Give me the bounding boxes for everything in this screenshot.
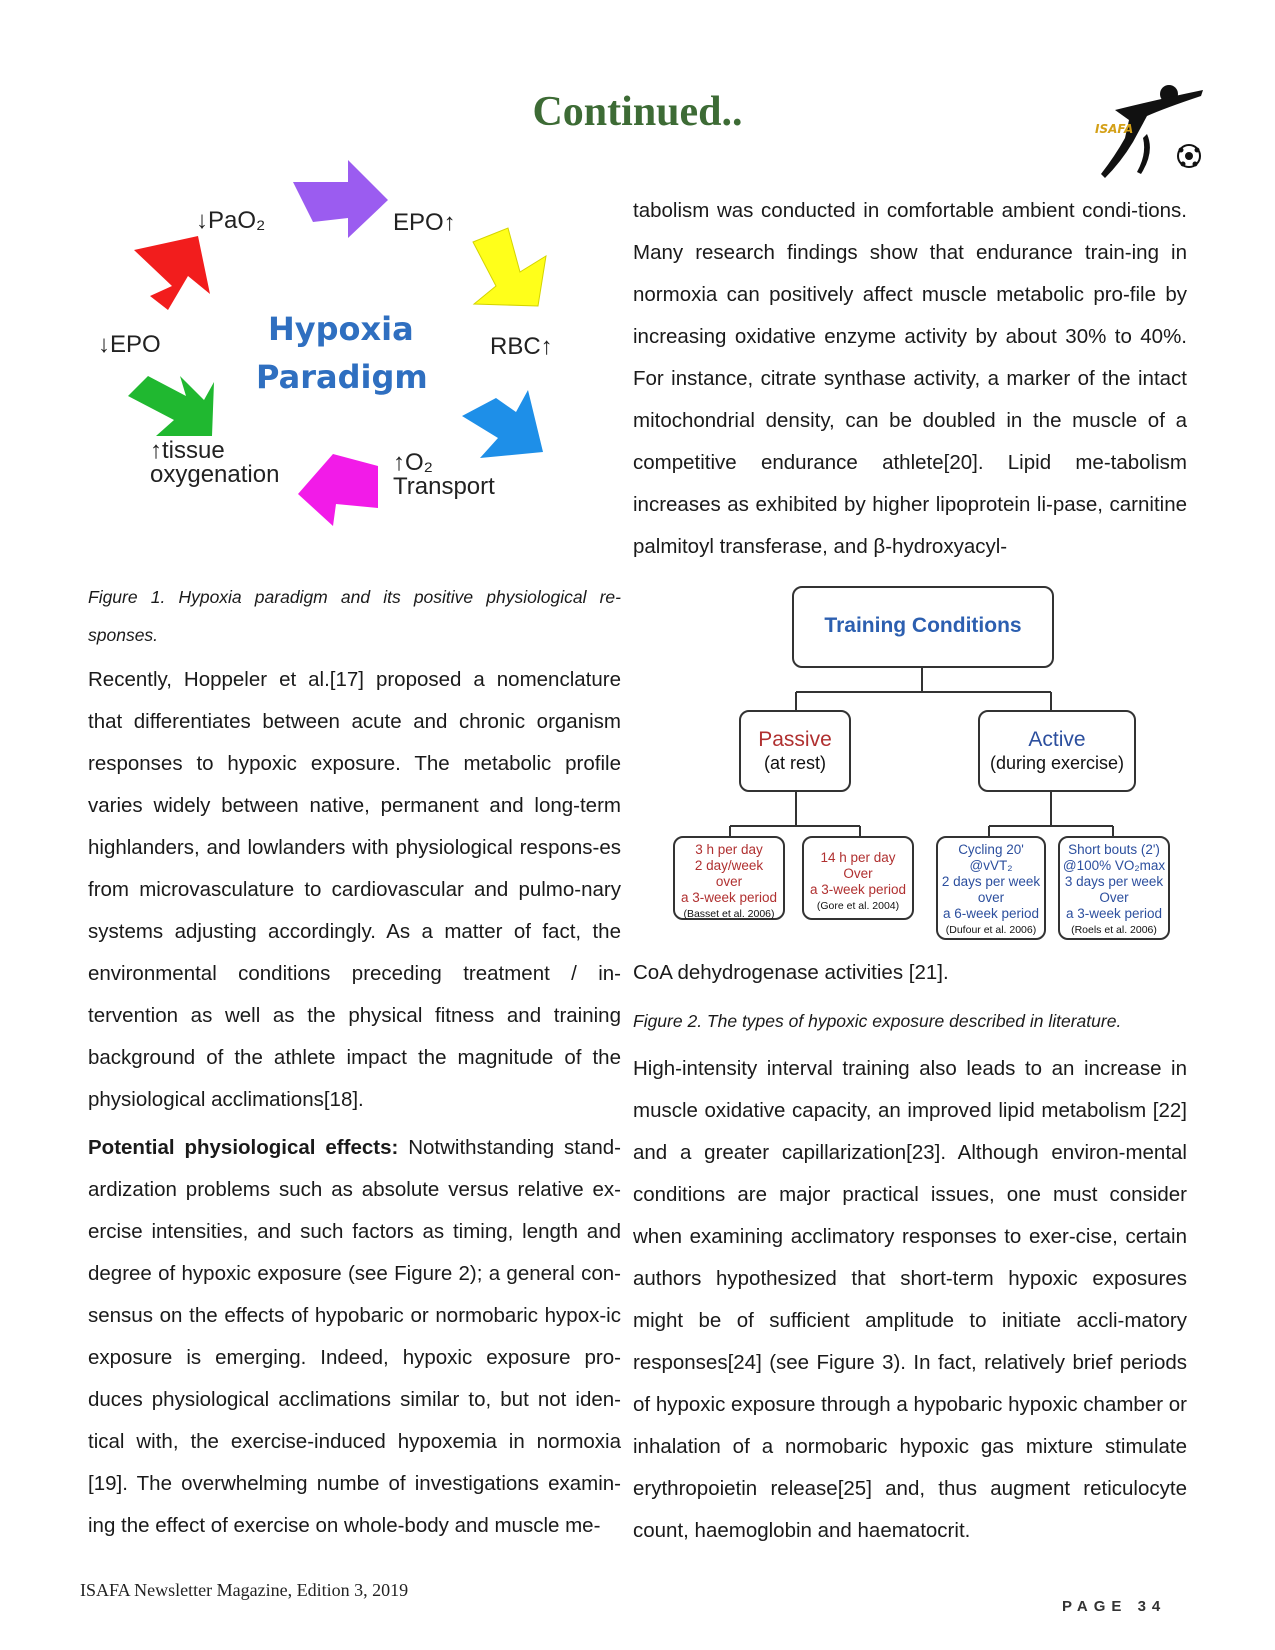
passive-title: Passive (758, 728, 832, 751)
leaf3-line5: a 6-week period (942, 906, 1040, 921)
page-number: PAGE 34 (1062, 1598, 1167, 1615)
footer-publication: ISAFA Newsletter Magazine, Edition 3, 2019 (80, 1580, 409, 1600)
epo-up-label: EPO↑ (393, 209, 456, 236)
active-title: Active (1028, 728, 1086, 751)
leaf-passive-1 (673, 836, 785, 920)
leaf4-line3: 3 days per week (1064, 874, 1164, 889)
section-heading: Potential physiological effects: (88, 1136, 399, 1159)
leaf4-line1: Short bouts (2') (1068, 842, 1160, 857)
passive-subtitle: (at rest) (763, 753, 826, 773)
leaf3-line1: Cycling 20' (958, 842, 1024, 857)
passive-node (739, 710, 851, 792)
blue-arrow (462, 390, 543, 458)
leaf4-line4: Over (1099, 890, 1129, 905)
leaf2-line3: a 3-week period (809, 882, 907, 897)
o2-transport-label-1: ↑O₂ (393, 449, 433, 476)
purple-arrow (293, 160, 388, 238)
leaf3-line3: 2 days per week (941, 874, 1041, 889)
paragraph-hoppeler: Recently, Hoppeler et al.[17] proposed a nomenclature that differentiates between acute and chronic organism responses to hypoxic exposure. The metabolic profile varies widely between native, permanent and long-term highlanders, and lowlanders with physiological respons-es from microvasculature to cardiovascular and pulmo-nary systems adjusting accordingly. As a matter of fact, the environmental conditions preceding treatment / in-tervention as well as the physical fitness and training background of the athlete impact the magnitude of the physiological acclimations[18]. (88, 668, 621, 1111)
green-arrow (128, 376, 214, 436)
right-column-continuation: CoA dehydrogenase activities [21]. (633, 961, 949, 984)
logo-text: ISAFA (1095, 122, 1134, 136)
leaf2-ref: (Gore et al. 2004) (816, 900, 900, 912)
right-column-bottom-text: High-intensity interval training also leads to an increase in muscle oxidative capacity, an improved lipid metabolism [22] and a greater capillarization[23]. Although environ-mental conditions are major practical issues, one must consider when examining acclimatory responses to exer-cise, certain authors hypothesized that short-term hypoxic exposures might be of sufficient amplitude to initiate accli-matory responses[24] (see Figure 3). In fact, relatively brief periods of hypoxic exposure through a hypobaric hypoxic chamber or inhalation of a normobaric hypoxic gas mixture stimulate erythropoietin release[25] and, thus augment reticulocyte count, haemoglobin and haematocrit. (633, 1057, 1187, 1542)
tissue-label-2: oxygenation (150, 461, 280, 488)
root-title: Training Conditions (824, 614, 1022, 637)
rbc-label: RBC↑ (490, 333, 553, 360)
leaf4-line2: @100% VO₂max (1062, 858, 1166, 873)
leaf4-ref: (Roels et al. 2006) (1071, 924, 1157, 936)
isafa-logo (1085, 82, 1205, 186)
leaf1-line2: 2 day/week (694, 858, 764, 873)
leaf1-line4: a 3-week period (680, 890, 778, 905)
magenta-arrow (298, 454, 378, 526)
tissue-label-1: ↑tissue (150, 437, 225, 464)
paragraph-physiological-effects (88, 1127, 621, 1547)
training-conditions-figure (665, 586, 1185, 956)
pao2-label: ↓PaO₂ (196, 207, 266, 234)
active-node (978, 710, 1136, 792)
leaf-passive-2 (802, 836, 914, 920)
leaf2-line1: 14 h per day (820, 850, 896, 865)
paradigm-center-label: Paradigm (256, 358, 428, 396)
leaf2-line2: Over (843, 866, 873, 881)
right-column-top-text: tabolism was conducted in comfortable ambient condi-tions. Many research findings show that endurance train-ing in normoxia can positively affect muscle metabolic pro-file by increasing oxidative enzyme activity by about 30% to 40%. For instance, citrate synthase activity, a marker of the intact mitochondrial density, can be doubled in the muscle of a competitive endurance athlete[20]. Lipid me-tabolism increases as exhibited by higher lipoprotein li-pase, carnitine palmitoyl transferase, and β-hydroxyacyl- (633, 199, 1187, 558)
o2-transport-label-2: Transport (393, 473, 495, 500)
leaf1-line3: over (715, 874, 743, 889)
page-title: Continued.. (532, 89, 743, 135)
leaf-active-1 (936, 836, 1046, 940)
leaf3-line2: @vVT₂ (969, 858, 1013, 873)
leaf3-line4: over (977, 890, 1005, 905)
section-body: Notwithstanding stand-ardization problems such as absolute versus relative ex-ercise intensities, and such factors as timing, length and degree of hypoxic exposure (see Figure 2); a general con-sensus on the effects of hypobaric or normobaric hypox-ic exposure is emerging. Indeed, hypoxic exposure pro-duces physiological acclimations similar to, but not iden-tical with, the exercise-induced hypoxemia in normoxia [19]. The overwhelming numbe of investigations examin-ing the effect of exercise on whole-body and muscle me- (88, 1136, 621, 1537)
leaf-active-2 (1058, 836, 1170, 940)
root-node (792, 586, 1054, 668)
figure2-caption: Figure 2. The types of hypoxic exposure described in literature. (633, 1011, 1122, 1031)
hypoxia-center-label: Hypoxia (268, 310, 414, 348)
hypoxia-paradigm-figure (88, 160, 608, 560)
left-column-text (88, 659, 621, 1547)
yellow-arrow (473, 228, 546, 306)
active-subtitle: (during exercise) (989, 753, 1125, 773)
epo-down-label: ↓EPO (98, 331, 161, 358)
figure1-caption: Figure 1. Hypoxia paradigm and its positive physiological re-sponses. (88, 587, 621, 645)
red-arrow (134, 236, 210, 310)
leaf3-ref: (Dufour et al. 2006) (945, 924, 1037, 936)
leaf4-line5: a 3-week period (1065, 906, 1163, 921)
leaf1-ref: (Basset et al. 2006) (683, 908, 775, 920)
leaf1-line1: 3 h per day (695, 842, 763, 857)
